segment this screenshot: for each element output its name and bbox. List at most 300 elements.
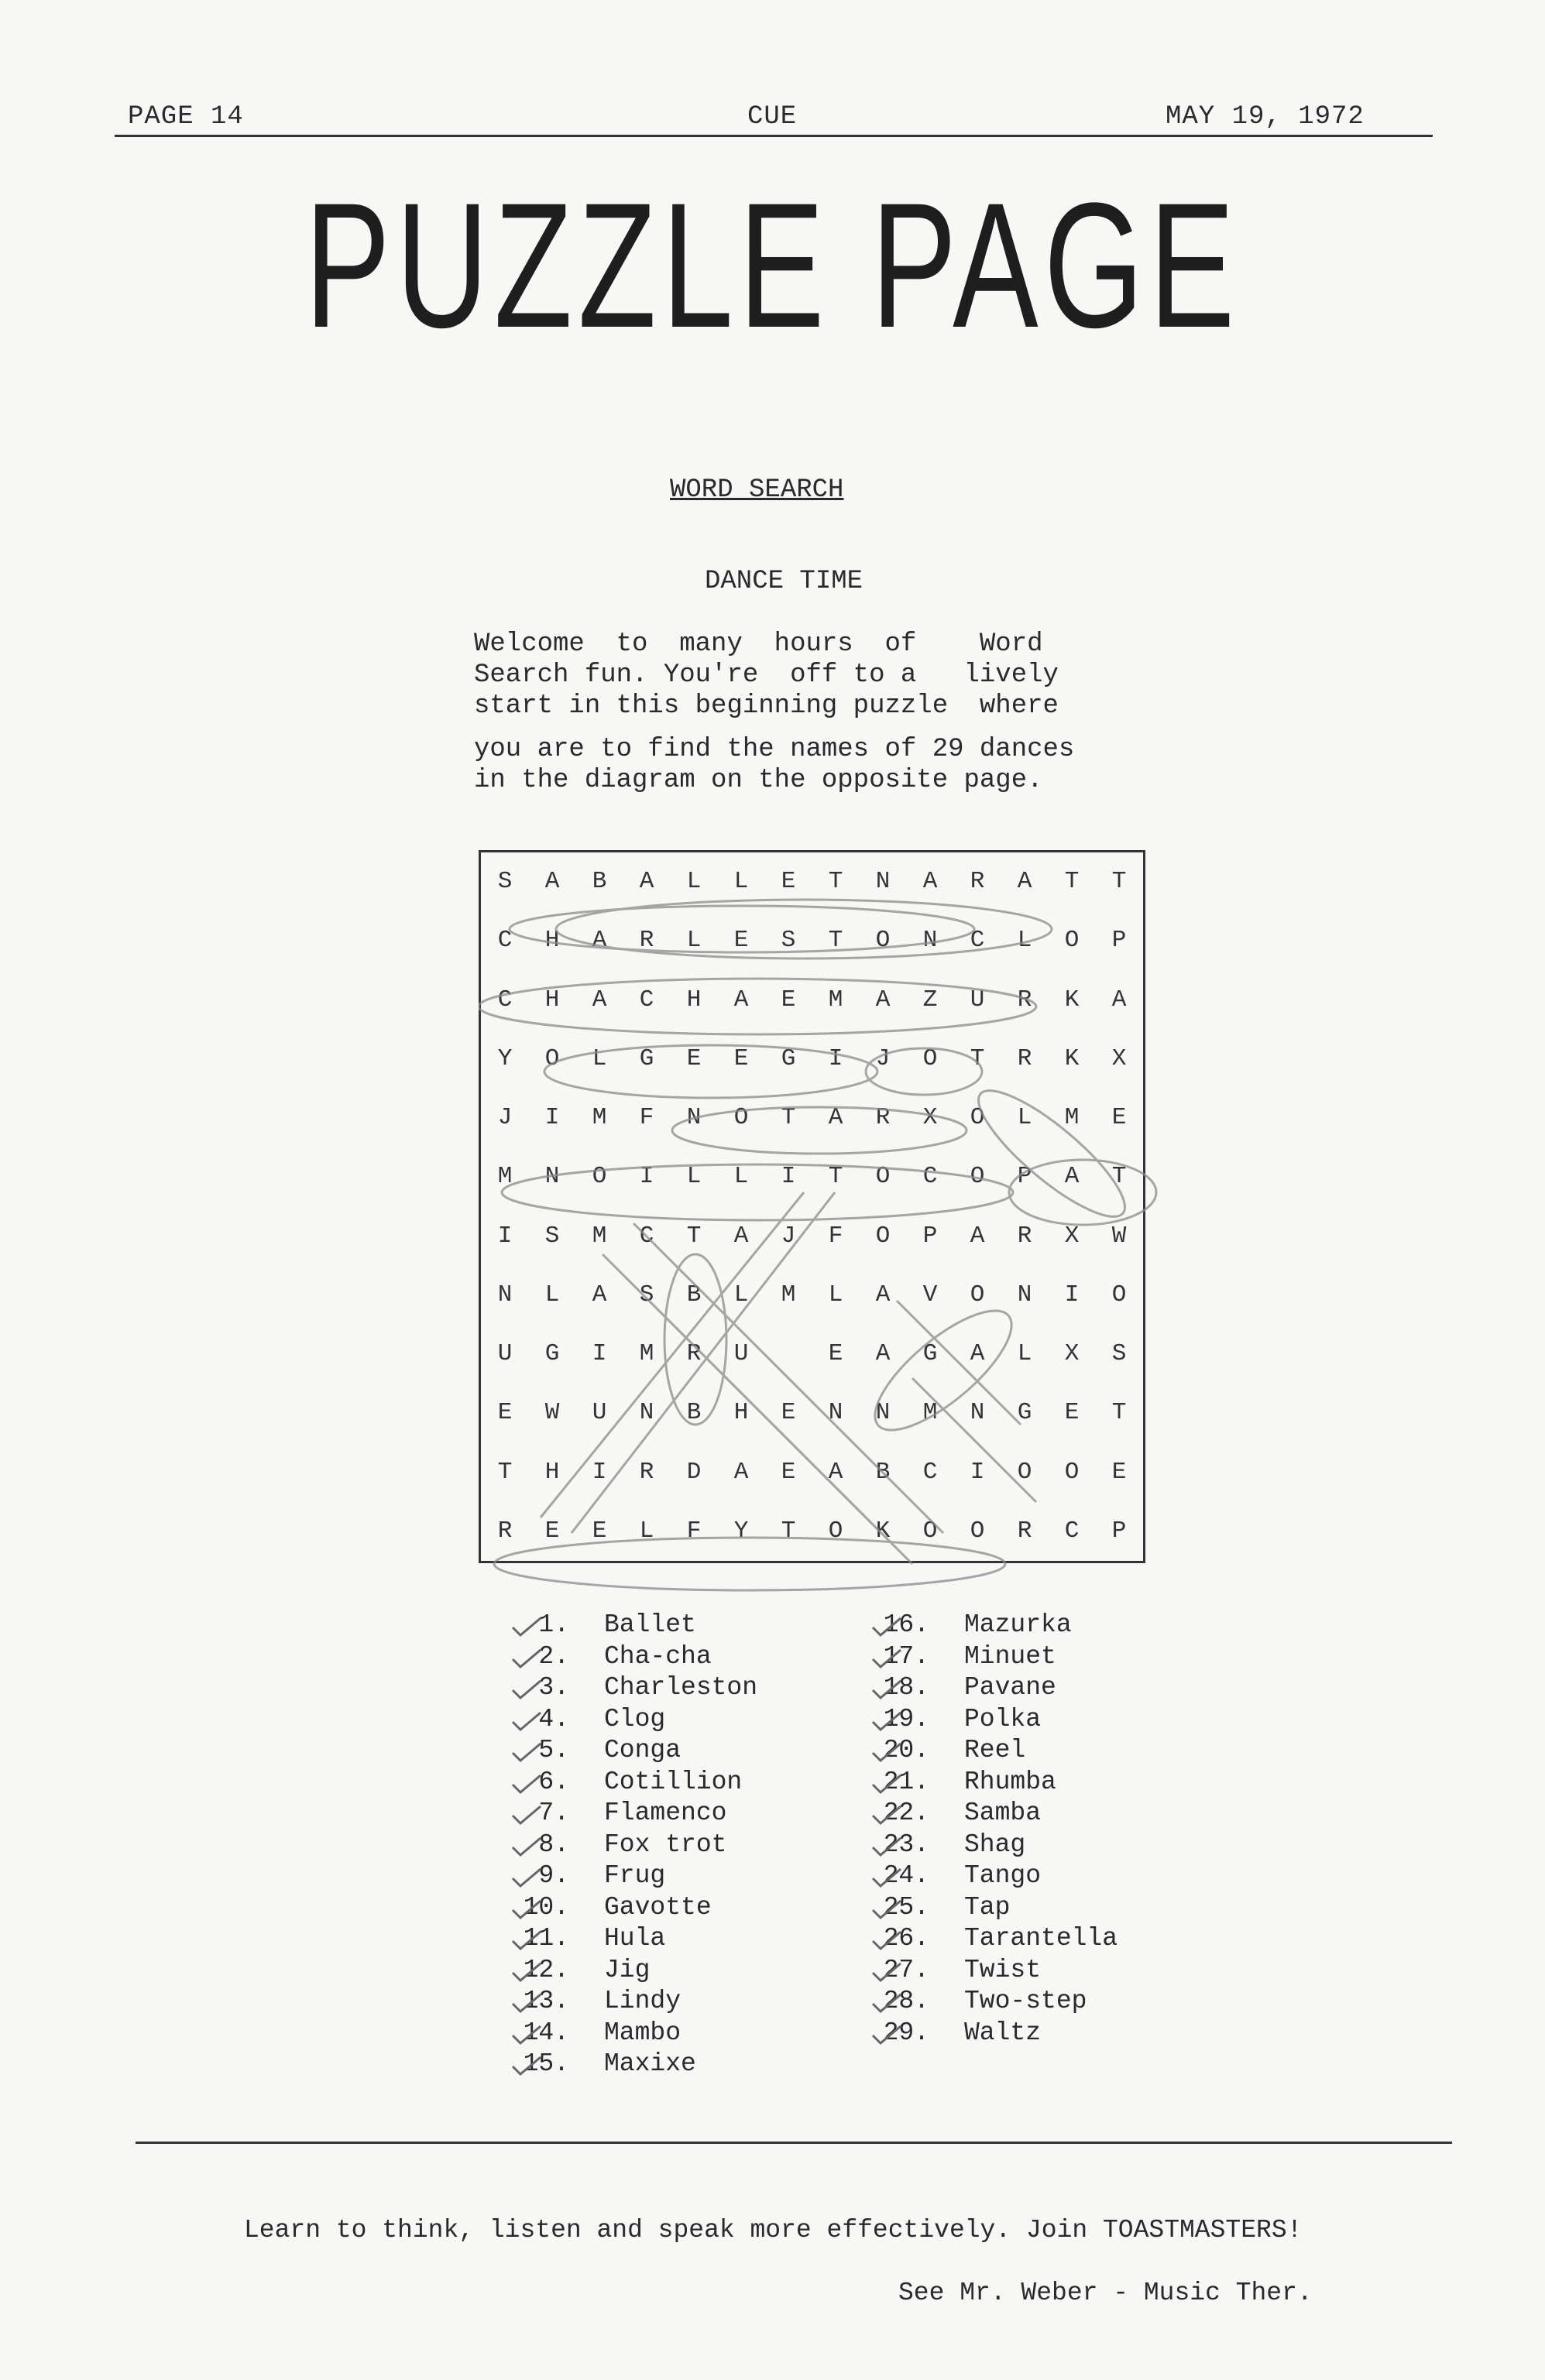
grid-letter: A xyxy=(733,1458,749,1486)
dance-list-item xyxy=(480,1956,650,1984)
grid-letter: O xyxy=(1064,1458,1080,1486)
section-heading: WORD SEARCH xyxy=(670,475,844,505)
grid-letter: F xyxy=(686,1517,702,1545)
grid-letter: L xyxy=(1017,927,1032,955)
dance-number: 9. xyxy=(538,1861,569,1890)
dance-list-right xyxy=(840,1610,1243,2106)
check-mark-icon xyxy=(871,2023,902,2046)
puzzle-subtitle: DANCE TIME xyxy=(705,567,863,596)
grid-letter: A xyxy=(875,1281,891,1308)
grid-letter: A xyxy=(592,927,607,955)
check-mark-icon xyxy=(871,1647,902,1670)
check-mark-icon xyxy=(871,1678,902,1701)
dance-list-item xyxy=(840,1830,1025,1859)
check-mark-icon xyxy=(871,1898,902,1921)
grid-letter: O xyxy=(970,1104,985,1131)
dance-number: 13. xyxy=(523,1987,569,2015)
grid-letter: E xyxy=(497,1399,513,1427)
dance-name: Fox trot xyxy=(604,1830,727,1859)
grid-letter: N xyxy=(1017,1281,1032,1308)
grid-letter: O xyxy=(1064,927,1080,955)
grid-letter: O xyxy=(875,1222,891,1250)
grid-letter: X xyxy=(1111,1044,1127,1072)
dance-list-item xyxy=(840,1610,1072,1639)
grid-letter: I xyxy=(970,1458,985,1486)
dance-list-item xyxy=(840,1987,1087,2015)
intro-line: in the diagram on the opposite page. xyxy=(474,766,1043,795)
intro-line: Welcome to many hours of Word xyxy=(474,629,1043,659)
dance-list-item xyxy=(840,1736,1025,1764)
grid-letter: X xyxy=(922,1104,938,1131)
dance-list-item xyxy=(480,1642,712,1671)
grid-letter: O xyxy=(970,1163,985,1191)
grid-letter: Y xyxy=(497,1044,513,1072)
dance-list-item xyxy=(840,1799,1041,1827)
grid-letter: P xyxy=(1111,1517,1127,1545)
grid-letter: H xyxy=(733,1399,749,1427)
dance-number: 23. xyxy=(883,1830,929,1859)
check-mark-icon xyxy=(511,1710,542,1733)
grid-letter: N xyxy=(639,1399,654,1427)
grid-letter: J xyxy=(875,1044,891,1072)
grid-letter: E xyxy=(544,1517,560,1545)
check-mark-icon xyxy=(511,1835,542,1858)
grid-letter: H xyxy=(544,986,560,1013)
grid-letter: T xyxy=(828,927,843,955)
dance-number: 7. xyxy=(538,1799,569,1827)
grid-letter: E xyxy=(1064,1399,1080,1427)
grid-letter: H xyxy=(544,927,560,955)
grid-letter: N xyxy=(686,1104,702,1131)
check-mark-icon xyxy=(511,1615,542,1638)
dance-name: Lindy xyxy=(604,1987,682,2015)
dance-list-item xyxy=(840,2018,1041,2047)
dance-name: Ballet xyxy=(604,1610,696,1639)
grid-letter: T xyxy=(781,1517,796,1545)
grid-letter: A xyxy=(1064,1163,1080,1191)
grid-letter: L xyxy=(686,868,702,895)
grid-letter: A xyxy=(592,986,607,1013)
grid-letter: U xyxy=(970,986,985,1013)
dance-list-item xyxy=(480,2018,681,2047)
dance-name: Tango xyxy=(964,1861,1042,1890)
dance-name: Reel xyxy=(964,1736,1026,1764)
dance-list-item xyxy=(840,1673,1056,1702)
grid-letter: W xyxy=(544,1399,560,1427)
grid-letter: A xyxy=(970,1340,985,1367)
dance-name: Two-step xyxy=(964,1987,1087,2015)
grid-letter: R xyxy=(1017,1517,1032,1545)
grid-letter: C xyxy=(970,927,985,955)
grid-letter: E xyxy=(1111,1458,1127,1486)
grid-letter: S xyxy=(639,1281,654,1308)
intro-line: Search fun. You're off to a lively xyxy=(474,660,1059,690)
dance-name: Waltz xyxy=(964,2018,1042,2047)
grid-letter: T xyxy=(497,1458,513,1486)
check-mark-icon xyxy=(871,1803,902,1826)
check-mark-icon xyxy=(511,2054,542,2077)
grid-letter: E xyxy=(1111,1104,1127,1131)
grid-letter: R xyxy=(686,1340,702,1367)
grid-letter: R xyxy=(1017,1044,1032,1072)
intro-line xyxy=(474,722,1109,734)
grid-letter: L xyxy=(639,1517,654,1545)
dance-list-item xyxy=(480,1799,726,1827)
grid-letter: R xyxy=(639,927,654,955)
grid-letter: C xyxy=(639,1222,654,1250)
dance-list-item xyxy=(480,1924,665,1953)
grid-letter: B xyxy=(686,1281,702,1308)
check-mark-icon xyxy=(511,1898,542,1921)
dance-number: 21. xyxy=(883,1767,929,1796)
grid-letter: C xyxy=(639,986,654,1013)
grid-letter: J xyxy=(497,1104,513,1131)
grid-letter: O xyxy=(1111,1281,1127,1308)
dance-name: Maxixe xyxy=(604,2049,696,2078)
grid-letter: A xyxy=(970,1222,985,1250)
grid-letter: U xyxy=(733,1340,749,1367)
grid-letter: L xyxy=(828,1281,843,1308)
dance-list-item xyxy=(480,2049,696,2078)
grid-letter: T xyxy=(1111,1163,1127,1191)
grid-letter: O xyxy=(592,1163,607,1191)
dance-number: 4. xyxy=(538,1704,569,1734)
dance-name: Tap xyxy=(964,1892,1011,1922)
grid-letter: L xyxy=(1017,1340,1032,1367)
dance-number: 22. xyxy=(883,1799,929,1827)
intro-line: you are to find the names of 29 dances xyxy=(474,735,1075,764)
grid-letter: W xyxy=(1111,1222,1127,1250)
dance-list-item xyxy=(840,1956,1041,1984)
check-mark-icon xyxy=(511,1866,542,1889)
grid-letter: M xyxy=(828,986,843,1013)
grid-letter: A xyxy=(1111,986,1127,1013)
grid-letter: L xyxy=(733,868,749,895)
grid-letter: H xyxy=(544,1458,560,1486)
grid-letter: R xyxy=(1017,986,1032,1013)
dance-number: 20. xyxy=(883,1736,929,1764)
dance-number: 6. xyxy=(538,1767,569,1796)
word-search-grid xyxy=(479,850,1145,1563)
dance-list-item xyxy=(480,1768,742,1796)
check-mark-icon xyxy=(511,1960,542,1984)
intro-paragraph xyxy=(474,629,1109,796)
grid-letter: L xyxy=(1017,1104,1032,1131)
grid-letter: F xyxy=(639,1104,654,1131)
check-mark-icon xyxy=(871,1740,902,1764)
intro-line: start in this beginning puzzle where xyxy=(474,691,1059,721)
dance-list-item xyxy=(480,1673,757,1702)
grid-letter: R xyxy=(1017,1222,1032,1250)
dance-name: Mazurka xyxy=(964,1610,1072,1639)
dance-name: Clog xyxy=(604,1704,666,1734)
grid-letter: O xyxy=(970,1281,985,1308)
contact-line: See Mr. Weber - Music Ther. xyxy=(898,2279,1313,2307)
dance-list-item xyxy=(480,1830,726,1859)
grid-letter: C xyxy=(922,1163,938,1191)
grid-letter: Z xyxy=(922,986,938,1013)
grid-letter: S xyxy=(781,927,796,955)
grid-letter: R xyxy=(639,1458,654,1486)
grid-letter: N xyxy=(497,1281,513,1308)
grid-letter: E xyxy=(781,1399,796,1427)
grid-letter: Y xyxy=(733,1517,749,1545)
check-mark-icon xyxy=(511,1991,542,2015)
dance-name: Charleston xyxy=(604,1673,758,1702)
grid-letter: L xyxy=(686,1163,702,1191)
grid-letter: B xyxy=(686,1399,702,1427)
dance-number: 2. xyxy=(538,1641,569,1671)
grid-letter: A xyxy=(828,1104,843,1131)
check-mark-icon xyxy=(511,2023,542,2046)
bottom-rule xyxy=(136,2142,1452,2144)
dance-name: Tarantella xyxy=(964,1924,1118,1953)
grid-letter: S xyxy=(544,1222,560,1250)
grid-letter: B xyxy=(592,868,607,895)
dance-name: Hula xyxy=(604,1924,666,1953)
grid-letter: I xyxy=(639,1163,654,1191)
grid-letter: A xyxy=(544,868,560,895)
dance-number: 18. xyxy=(883,1673,929,1702)
grid-letter: C xyxy=(922,1458,938,1486)
dance-name: Twist xyxy=(964,1955,1042,1984)
grid-letter: A xyxy=(733,1222,749,1250)
grid-letter: G xyxy=(639,1044,654,1072)
grid-letter: G xyxy=(781,1044,796,1072)
grid-letter: X xyxy=(1064,1340,1080,1367)
grid-letter: E xyxy=(686,1044,702,1072)
grid-letter: E xyxy=(592,1517,607,1545)
grid-letter: R xyxy=(497,1517,513,1545)
dance-name: Jig xyxy=(604,1955,651,1984)
dance-number: 25. xyxy=(883,1892,929,1922)
grid-letter: L xyxy=(733,1281,749,1308)
grid-letter: N xyxy=(875,868,891,895)
page-number: PAGE 14 xyxy=(128,102,244,132)
dance-number: 8. xyxy=(538,1830,569,1859)
toastmasters-ad: Learn to think, listen and speak more effectively. Join TOASTMASTERS! xyxy=(244,2216,1303,2245)
grid-letter: K xyxy=(1064,1044,1080,1072)
grid-letter: R xyxy=(875,1104,891,1131)
dance-number: 17. xyxy=(883,1641,929,1671)
grid-letter: I xyxy=(781,1163,796,1191)
grid-letter: M xyxy=(639,1340,654,1367)
dance-name: Shag xyxy=(964,1830,1026,1859)
dance-number: 16. xyxy=(883,1610,929,1639)
grid-letter: E xyxy=(733,1044,749,1072)
dance-name: Gavotte xyxy=(604,1892,712,1922)
grid-letter: U xyxy=(497,1340,513,1367)
grid-letter: C xyxy=(1064,1517,1080,1545)
header-rule xyxy=(115,135,1433,137)
grid-letter: E xyxy=(781,986,796,1013)
grid-letter: B xyxy=(875,1458,891,1486)
grid-letter: E xyxy=(781,1458,796,1486)
dance-name: Samba xyxy=(964,1799,1042,1827)
check-mark-icon xyxy=(511,1740,542,1764)
check-mark-icon xyxy=(511,1772,542,1795)
dance-list-item xyxy=(840,1924,1118,1953)
check-mark-icon xyxy=(871,1835,902,1858)
grid-letter: F xyxy=(828,1222,843,1250)
grid-letter: M xyxy=(592,1222,607,1250)
grid-letter: P xyxy=(1111,927,1127,955)
grid-letter: S xyxy=(497,868,513,895)
issue-date: MAY 19, 1972 xyxy=(1166,102,1365,132)
dance-list-item xyxy=(840,1893,1010,1922)
grid-letter: A xyxy=(733,986,749,1013)
grid-letter: R xyxy=(970,868,985,895)
grid-letter: L xyxy=(686,927,702,955)
check-mark-icon xyxy=(871,1929,902,1952)
dance-list-item xyxy=(480,1705,665,1734)
grid-letter: T xyxy=(1111,868,1127,895)
dance-number: 24. xyxy=(883,1861,929,1890)
grid-letter: N xyxy=(922,927,938,955)
dance-number: 14. xyxy=(523,2018,569,2047)
grid-letter: E xyxy=(781,868,796,895)
grid-letter: I xyxy=(592,1458,607,1486)
dance-number: 12. xyxy=(523,1955,569,1984)
dance-number: 11. xyxy=(523,1924,569,1953)
grid-letter: N xyxy=(875,1399,891,1427)
grid-letter: G xyxy=(922,1340,938,1367)
dance-list-item xyxy=(840,1861,1041,1890)
grid-letter: U xyxy=(592,1399,607,1427)
grid-letter: P xyxy=(922,1222,938,1250)
grid-letter: I xyxy=(592,1340,607,1367)
grid-letter: K xyxy=(875,1517,891,1545)
grid-letter: A xyxy=(592,1281,607,1308)
grid-letter: L xyxy=(733,1163,749,1191)
dance-name: Cha-cha xyxy=(604,1641,712,1671)
grid-letter: E xyxy=(733,927,749,955)
page-title: PUZZLE PAGE xyxy=(304,166,1241,365)
grid-letter: O xyxy=(922,1517,938,1545)
check-mark-icon xyxy=(511,1803,542,1826)
grid-letter: O xyxy=(733,1104,749,1131)
dance-number: 10. xyxy=(523,1892,569,1922)
grid-letter: T xyxy=(828,1163,843,1191)
grid-letter: A xyxy=(922,868,938,895)
dance-list-left xyxy=(480,1610,883,2106)
grid-letter: M xyxy=(922,1399,938,1427)
dance-name: Rhumba xyxy=(964,1767,1056,1796)
dance-name: Pavane xyxy=(964,1673,1056,1702)
grid-letter: A xyxy=(639,868,654,895)
dance-number: 27. xyxy=(883,1955,929,1984)
grid-letter: K xyxy=(1064,986,1080,1013)
grid-letter: I xyxy=(544,1104,560,1131)
grid-letter: L xyxy=(544,1281,560,1308)
grid-letter: T xyxy=(970,1044,985,1072)
dance-number: 26. xyxy=(883,1924,929,1953)
dance-number: 19. xyxy=(883,1704,929,1734)
dance-number: 5. xyxy=(538,1736,569,1764)
grid-letter: X xyxy=(1064,1222,1080,1250)
grid-letter: N xyxy=(544,1163,560,1191)
dance-name: Polka xyxy=(964,1704,1042,1734)
grid-letter: L xyxy=(592,1044,607,1072)
dance-list-item xyxy=(480,1987,681,2015)
check-mark-icon xyxy=(871,1960,902,1984)
dance-number: 3. xyxy=(538,1673,569,1702)
grid-letter: O xyxy=(970,1517,985,1545)
grid-letter: O xyxy=(1017,1458,1032,1486)
dance-name: Frug xyxy=(604,1861,666,1890)
check-mark-icon xyxy=(871,1710,902,1733)
dance-name: Cotillion xyxy=(604,1767,743,1796)
grid-letter: I xyxy=(828,1044,843,1072)
grid-letter: N xyxy=(970,1399,985,1427)
grid-letter: M xyxy=(497,1163,513,1191)
check-mark-icon xyxy=(511,1929,542,1952)
dance-number: 15. xyxy=(523,2049,569,2078)
paper-name: CUE xyxy=(747,102,798,132)
grid-letter: A xyxy=(875,986,891,1013)
grid-letter: N xyxy=(828,1399,843,1427)
grid-letter: D xyxy=(686,1458,702,1486)
dance-name: Conga xyxy=(604,1736,682,1764)
dance-list-item xyxy=(840,1642,1056,1671)
dance-list-item xyxy=(480,1736,681,1764)
dance-name: Minuet xyxy=(964,1641,1056,1671)
grid-letter: G xyxy=(1017,1399,1032,1427)
check-mark-icon xyxy=(511,1647,542,1670)
grid-letter: E xyxy=(828,1340,843,1367)
grid-letter: M xyxy=(1064,1104,1080,1131)
dance-list-item xyxy=(480,1893,712,1922)
grid-letter: I xyxy=(1064,1281,1080,1308)
grid-letter: M xyxy=(592,1104,607,1131)
grid-letter: O xyxy=(875,927,891,955)
grid-letter: T xyxy=(1064,868,1080,895)
check-mark-icon xyxy=(871,1772,902,1795)
grid-letter: T xyxy=(686,1222,702,1250)
grid-letter: A xyxy=(1017,868,1032,895)
dance-list-item xyxy=(480,1861,665,1890)
grid-letter: T xyxy=(781,1104,796,1131)
dance-number: 1. xyxy=(538,1610,569,1639)
grid-letter: C xyxy=(497,986,513,1013)
grid-letter: G xyxy=(544,1340,560,1367)
grid-letter: S xyxy=(1111,1340,1127,1367)
check-mark-icon xyxy=(871,1991,902,2015)
grid-letter: I xyxy=(497,1222,513,1250)
grid-letter: T xyxy=(828,868,843,895)
dance-list-item xyxy=(840,1768,1056,1796)
dance-number: 29. xyxy=(883,2018,929,2047)
grid-letter: J xyxy=(781,1222,796,1250)
grid-letter: M xyxy=(781,1281,796,1308)
grid-letter: A xyxy=(875,1340,891,1367)
grid-letter: P xyxy=(1017,1163,1032,1191)
dance-number: 28. xyxy=(883,1987,929,2015)
check-mark-icon xyxy=(511,1678,542,1701)
grid-letter: V xyxy=(922,1281,938,1308)
grid-letter: O xyxy=(828,1517,843,1545)
grid-letter: H xyxy=(686,986,702,1013)
grid-letter: O xyxy=(922,1044,938,1072)
check-mark-icon xyxy=(871,1866,902,1889)
grid-letter: O xyxy=(875,1163,891,1191)
grid-letter: T xyxy=(1111,1399,1127,1427)
dance-name: Mambo xyxy=(604,2018,682,2047)
grid-letter: O xyxy=(544,1044,560,1072)
dance-name: Flamenco xyxy=(604,1799,727,1827)
dance-list-item xyxy=(840,1705,1041,1734)
grid-letter: A xyxy=(828,1458,843,1486)
